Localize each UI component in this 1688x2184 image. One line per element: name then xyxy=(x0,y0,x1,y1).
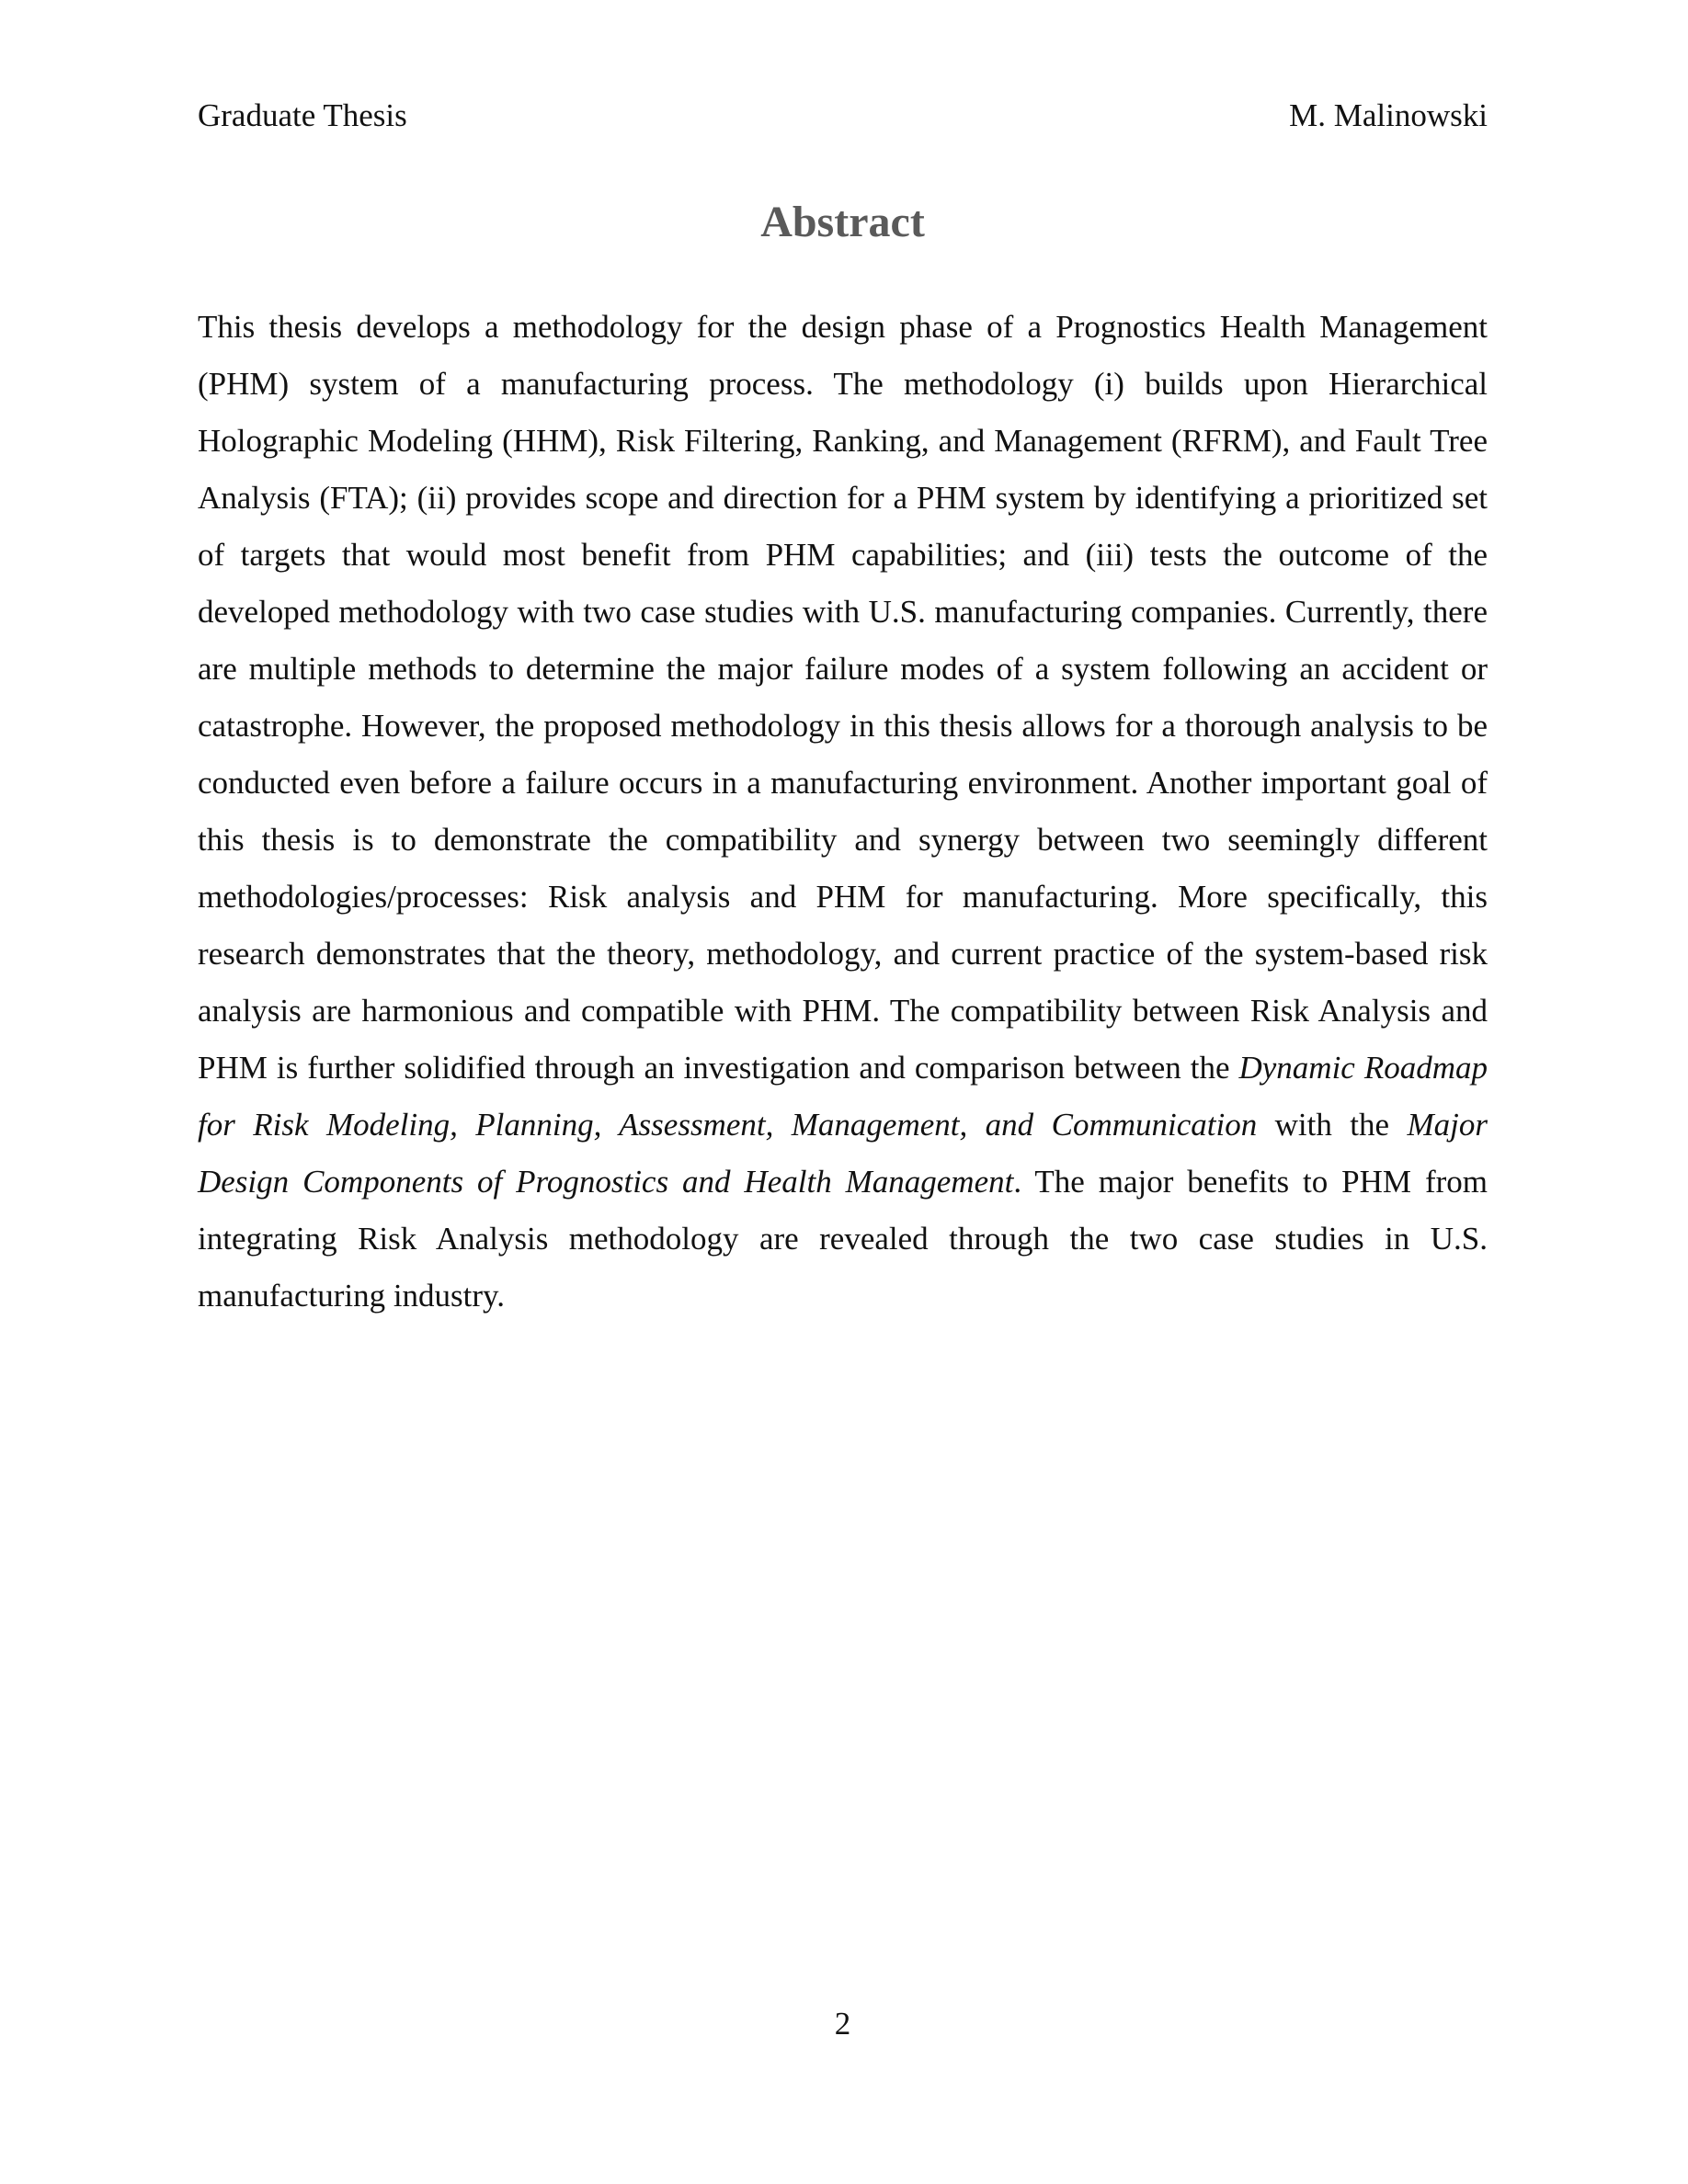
header-left-text: Graduate Thesis xyxy=(198,97,407,133)
header-right-text: M. Malinowski xyxy=(1289,97,1488,133)
abstract-text-part-1: This thesis develops a methodology for the design phase of a Prognostics Health Management (PHM) system of a manufacturing process. The methodology (i) builds upon Hierarchical Holographic Modeling (HHM), Risk Filtering, Ranking, and Management (RFRM), and Fault Tree Analysis (FTA); (ii) provides scope and direction for a PHM system by identifying a prioritized set of targets that would most benefit from PHM capabilities; and (iii) tests the outcome of the developed methodology with two case studies with U.S. manufacturing companies. Currently, there are multiple methods to determine the major failure modes of a system following an accident or catastrophe. However, the proposed methodology in this thesis allows for a thorough analysis to be conducted even before a failure occurs in a manufacturing environment. Another important goal of this thesis is to demonstrate the compatibility and synergy between two seemingly different methodologies/processes: Risk analysis and PHM for manufacturing. More specifically, this research demonstrates that the theory, methodology, and current practice of the system-based risk analysis are harmonious and compatible with PHM. The compatibility between Risk Analysis and PHM is further solidified through an investigation and comparison between the xyxy=(198,309,1488,1086)
abstract-text-part-2: with the xyxy=(1257,1107,1408,1143)
running-header xyxy=(198,96,1488,136)
page-number: 2 xyxy=(834,2006,851,2042)
abstract-italic-phm-title: Major Design Components of Prognostics and Health Management xyxy=(198,1107,1488,1200)
abstract-paragraph xyxy=(198,299,1488,1325)
abstract-text-part-3: . The major benefits to PHM from integrating Risk Analysis methodology are revealed through the two case studies in U.S. manufacturing industry. xyxy=(198,1164,1488,1314)
page-title: Abstract xyxy=(760,198,925,246)
abstract-italic-roadmap-title: Dynamic Roadmap for Risk Modeling, Planning, Assessment, Management, and Communication xyxy=(198,1050,1488,1143)
